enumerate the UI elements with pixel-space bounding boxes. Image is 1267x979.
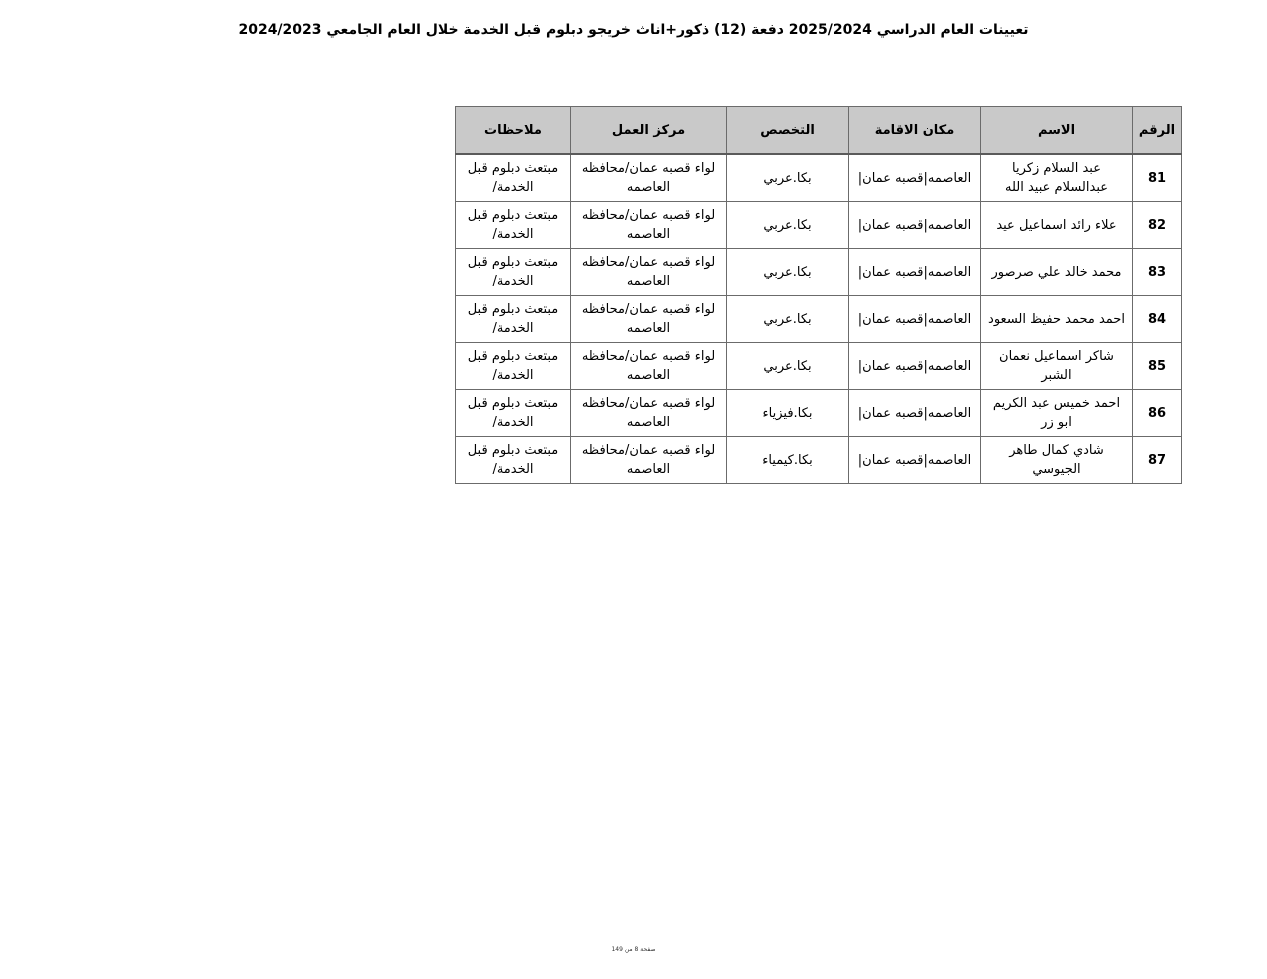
cell-name: شاكر اسماعيل نعمان الشبر xyxy=(981,343,1133,390)
cell-residence: العاصمه|قصبه عمان| xyxy=(849,249,981,296)
cell-notes: مبتعث دبلوم قبل الخدمة/ xyxy=(456,249,571,296)
header-work-center: مركز العمل xyxy=(571,107,727,155)
table-row xyxy=(456,202,1182,249)
cell-notes: مبتعث دبلوم قبل الخدمة/ xyxy=(456,343,571,390)
cell-residence: العاصمه|قصبه عمان| xyxy=(849,154,981,202)
cell-specialization: بكا.عربي xyxy=(727,154,849,202)
table-header xyxy=(456,107,1182,155)
cell-work-center: لواء قصبه عمان/محافظه العاصمه xyxy=(571,154,727,202)
cell-notes: مبتعث دبلوم قبل الخدمة/ xyxy=(456,437,571,484)
cell-notes: مبتعث دبلوم قبل الخدمة/ xyxy=(456,202,571,249)
cell-work-center: لواء قصبه عمان/محافظه العاصمه xyxy=(571,343,727,390)
cell-name: شادي كمال طاهر الجيوسي xyxy=(981,437,1133,484)
cell-name: محمد خالد علي صرصور xyxy=(981,249,1133,296)
cell-name: علاء رائد اسماعيل عيد xyxy=(981,202,1133,249)
cell-residence: العاصمه|قصبه عمان| xyxy=(849,437,981,484)
page-footer: صفحة 8 من 149 xyxy=(611,946,656,953)
appointments-table xyxy=(455,106,1182,484)
cell-specialization: بكا.كيمياء xyxy=(727,437,849,484)
cell-number: 81 xyxy=(1133,154,1182,202)
header-row xyxy=(456,107,1182,155)
cell-specialization: بكا.عربي xyxy=(727,249,849,296)
cell-residence: العاصمه|قصبه عمان| xyxy=(849,296,981,343)
cell-work-center: لواء قصبه عمان/محافظه العاصمه xyxy=(571,249,727,296)
table-row xyxy=(456,390,1182,437)
header-residence: مكان الاقامة xyxy=(849,107,981,155)
header-specialization: التخصص xyxy=(727,107,849,155)
table-row xyxy=(456,437,1182,484)
cell-notes: مبتعث دبلوم قبل الخدمة/ xyxy=(456,154,571,202)
cell-notes: مبتعث دبلوم قبل الخدمة/ xyxy=(456,296,571,343)
cell-number: 84 xyxy=(1133,296,1182,343)
cell-name: احمد محمد حفيظ السعود xyxy=(981,296,1133,343)
cell-specialization: بكا.فيزياء xyxy=(727,390,849,437)
table-row xyxy=(456,343,1182,390)
cell-specialization: بكا.عربي xyxy=(727,202,849,249)
table-row xyxy=(456,296,1182,343)
header-notes: ملاحظات xyxy=(456,107,571,155)
cell-number: 83 xyxy=(1133,249,1182,296)
cell-work-center: لواء قصبه عمان/محافظه العاصمه xyxy=(571,390,727,437)
table-body xyxy=(456,154,1182,484)
cell-residence: العاصمه|قصبه عمان| xyxy=(849,202,981,249)
cell-number: 86 xyxy=(1133,390,1182,437)
cell-specialization: بكا.عربي xyxy=(727,296,849,343)
cell-work-center: لواء قصبه عمان/محافظه العاصمه xyxy=(571,437,727,484)
header-number: الرقم xyxy=(1133,107,1182,155)
cell-number: 87 xyxy=(1133,437,1182,484)
page-title: تعيينات العام الدراسي 2025/2024 دفعة (12) ذكور+اناث خريجو دبلوم قبل الخدمة خلال العام الجامعي 2024/2023 xyxy=(238,22,1029,38)
cell-work-center: لواء قصبه عمان/محافظه العاصمه xyxy=(571,296,727,343)
cell-residence: العاصمه|قصبه عمان| xyxy=(849,343,981,390)
cell-specialization: بكا.عربي xyxy=(727,343,849,390)
cell-name: عبد السلام زكريا عبدالسلام عبيد الله xyxy=(981,154,1133,202)
cell-residence: العاصمه|قصبه عمان| xyxy=(849,390,981,437)
table-row xyxy=(456,249,1182,296)
cell-number: 85 xyxy=(1133,343,1182,390)
cell-work-center: لواء قصبه عمان/محافظه العاصمه xyxy=(571,202,727,249)
cell-name: احمد خميس عبد الكريم ابو زر xyxy=(981,390,1133,437)
header-name: الاسم xyxy=(981,107,1133,155)
cell-notes: مبتعث دبلوم قبل الخدمة/ xyxy=(456,390,571,437)
cell-number: 82 xyxy=(1133,202,1182,249)
table-row xyxy=(456,154,1182,202)
